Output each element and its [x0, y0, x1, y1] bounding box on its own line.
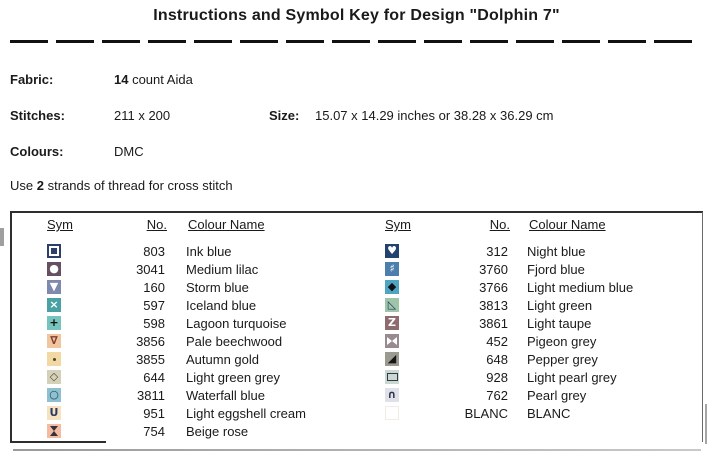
filled-lower-right-triangle-icon: ◢: [385, 352, 399, 366]
open-lower-left-triangle-icon: ◺: [385, 298, 399, 312]
dot-icon: [47, 352, 61, 366]
colour-name: Pearl grey: [527, 387, 587, 403]
strands-prefix: Use: [10, 178, 37, 193]
stitches-label: Stitches:: [10, 108, 65, 123]
size-label: Size:: [269, 108, 300, 123]
heart-icon: ♥: [385, 244, 399, 258]
fabric-value: count Aida: [128, 72, 193, 87]
key-row: [385, 314, 633, 332]
colour-name: Pigeon grey: [527, 333, 597, 349]
no-header: No.: [146, 217, 167, 232]
colour-name-header: Colour Name: [529, 217, 606, 232]
symbol-key-box: [10, 211, 703, 442]
colour-name: Light green: [527, 297, 593, 313]
key-row: [385, 404, 633, 422]
colour-name: Light pearl grey: [527, 369, 617, 385]
colour-number: 762: [486, 387, 508, 403]
colour-number: 3760: [479, 261, 508, 277]
colour-number: 3813: [479, 297, 508, 313]
stitches-row: [10, 108, 554, 123]
strands-note: [10, 178, 233, 193]
sym-header: Sym: [385, 217, 411, 232]
key-row: [385, 350, 633, 368]
colour-number: 3041: [136, 261, 165, 277]
key-row: [385, 332, 633, 350]
key-row: [385, 278, 633, 296]
colour-name: Fjord blue: [527, 261, 585, 277]
colour-name: Autumn gold: [186, 351, 259, 367]
colour-number: 598: [143, 315, 165, 331]
fabric-row: [10, 72, 193, 87]
key-row: [47, 278, 306, 296]
key-column-left: [47, 217, 306, 440]
colour-name: Night blue: [527, 243, 586, 259]
colour-name: Iceland blue: [186, 297, 257, 313]
blank-swatch-icon: [385, 406, 399, 420]
key-row: [47, 296, 306, 314]
colour-name: Medium lilac: [186, 261, 259, 277]
sharp-icon: ♯: [385, 262, 399, 276]
key-row: [47, 422, 306, 440]
box-bottom-border-segment: [10, 441, 106, 443]
colour-number: 3856: [136, 333, 165, 349]
hourglass-icon: [47, 424, 61, 438]
stitches-value: 211 x 200: [114, 108, 171, 123]
colour-name: Ink blue: [186, 243, 232, 259]
colour-number: BLANC: [464, 405, 508, 421]
open-diamond-icon: ◇: [47, 370, 61, 384]
colour-number: 3861: [479, 315, 508, 331]
colour-number: 648: [486, 351, 508, 367]
open-down-triangle-icon: ∇: [47, 334, 61, 348]
colour-name: Beige rose: [186, 423, 249, 439]
plus-icon: +: [47, 316, 61, 330]
arch-icon: ∩: [385, 388, 399, 402]
colour-name: BLANC: [527, 405, 571, 421]
key-rows: [47, 242, 306, 440]
right-edge-artifact: [705, 404, 707, 444]
key-row: [47, 242, 306, 260]
strands-count: 2: [36, 178, 44, 193]
colour-number: 312: [486, 243, 508, 259]
colour-number: 928: [486, 369, 508, 385]
open-circle-icon: ○: [47, 388, 61, 402]
filled-circle-icon: ●: [47, 262, 61, 276]
size-value: 15.07 x 14.29 inches or 38.28 x 36.29 cm: [315, 108, 554, 123]
dashed-divider: [10, 40, 700, 43]
letter-z-icon: Z: [385, 316, 399, 330]
cross-x-icon: ×: [47, 298, 61, 312]
fabric-label: Fabric:: [10, 72, 54, 87]
colour-number: 951: [143, 405, 165, 421]
colour-number: 452: [486, 333, 508, 349]
key-row: [385, 242, 633, 260]
key-row: [385, 386, 633, 404]
key-column-right: [385, 217, 633, 422]
colours-label: Colours:: [10, 144, 64, 159]
key-row: [385, 296, 633, 314]
key-header-row: [47, 217, 306, 233]
colour-name: Light taupe: [527, 315, 592, 331]
key-row: [47, 332, 306, 350]
key-header-row: [385, 217, 633, 233]
colour-name: Pepper grey: [527, 351, 598, 367]
colours-value: DMC: [114, 144, 144, 159]
filled-diamond-icon: ◆: [385, 280, 399, 294]
strands-suffix: strands of thread for cross stitch: [43, 178, 233, 193]
colour-number: 597: [143, 297, 165, 313]
key-row: [47, 368, 306, 386]
key-rows: [385, 242, 633, 422]
key-row: [47, 404, 306, 422]
colour-name-header: Colour Name: [188, 217, 265, 232]
colour-number: 3766: [479, 279, 508, 295]
left-edge-artifact: [0, 228, 4, 246]
colour-number: 803: [143, 243, 165, 259]
colour-name: Lagoon turquoise: [186, 315, 287, 331]
filled-down-triangle-icon: ▼: [47, 280, 61, 294]
sym-header: Sym: [47, 217, 73, 232]
colour-number: 160: [143, 279, 165, 295]
page-edge-shadow: [13, 449, 701, 451]
key-row: [47, 350, 306, 368]
colour-number: 754: [143, 423, 165, 439]
key-row: [47, 386, 306, 404]
colour-number: 644: [143, 369, 165, 385]
open-square-icon: [47, 244, 61, 258]
colour-name: Light green grey: [186, 369, 280, 385]
letter-u-icon: U: [47, 406, 61, 420]
colour-name: Storm blue: [186, 279, 249, 295]
key-row: [47, 314, 306, 332]
key-row: [385, 260, 633, 278]
fabric-value-count: 14: [114, 72, 129, 87]
colour-name: Pale beechwood: [186, 333, 283, 349]
colour-number: 3855: [136, 351, 165, 367]
page-title: Instructions and Symbol Key for Design "Dolphin 7": [153, 7, 560, 24]
key-row: [385, 368, 633, 386]
colours-row: [10, 144, 144, 159]
colour-name: Light eggshell cream: [186, 405, 306, 421]
no-header: No.: [489, 217, 510, 232]
colour-number: 3811: [137, 387, 165, 403]
colour-name: Waterfall blue: [186, 387, 265, 403]
key-row: [47, 260, 306, 278]
colour-name: Light medium blue: [527, 279, 634, 295]
bowtie-icon: [385, 334, 399, 348]
open-rectangle-icon: [385, 370, 399, 384]
